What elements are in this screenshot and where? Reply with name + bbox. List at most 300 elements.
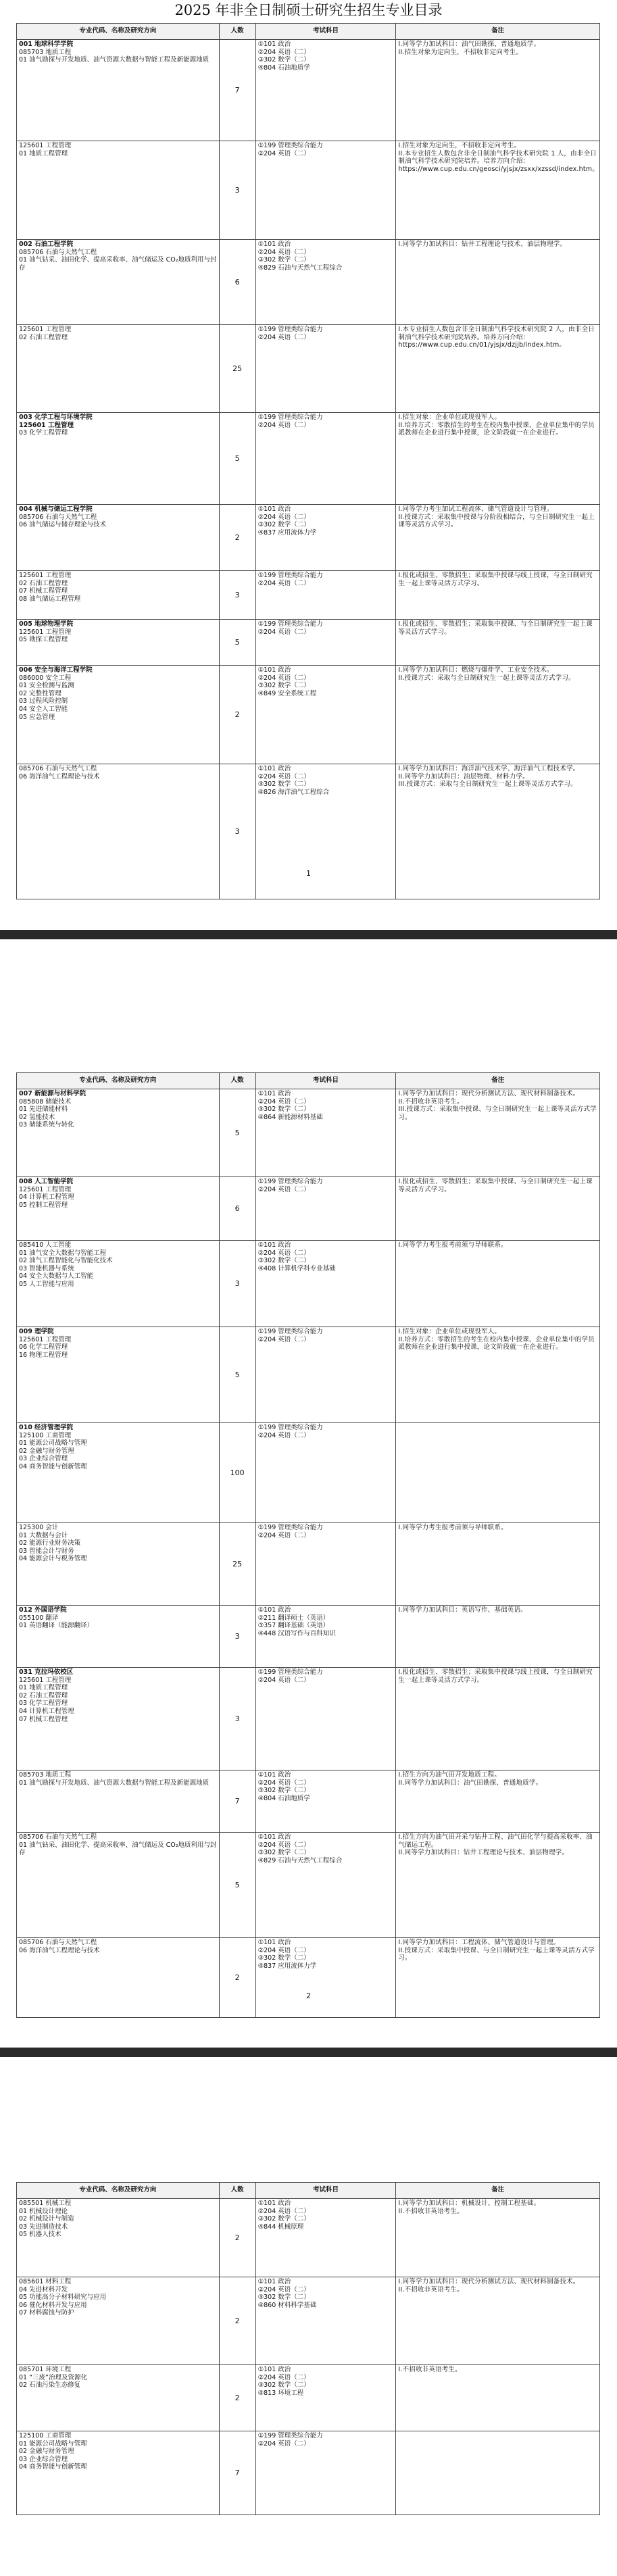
- table-row: [16, 571, 600, 620]
- exam-subject: ②204 英语（二）: [257, 1946, 310, 1954]
- exam-subject: ④804 石油地质学: [257, 64, 310, 72]
- catalog-table: [16, 1072, 600, 2018]
- program-cell: [17, 1606, 220, 1668]
- quota-cell: 5: [220, 413, 256, 505]
- program-cell: [17, 1833, 220, 1938]
- exam-subjects-cell: [256, 1938, 397, 2018]
- program-direction: 085701 环境工程: [19, 2366, 72, 2373]
- table-row: [16, 2277, 600, 2365]
- program-direction: 055100 翻译: [19, 1614, 59, 1622]
- program-direction: 125601 工程管理: [19, 1676, 72, 1684]
- program-direction: 03 智能会计与财务: [19, 1547, 74, 1555]
- quota-cell: 5: [220, 1327, 256, 1423]
- department-name: 012 外国语学院: [19, 1606, 67, 1614]
- exam-subject: ②204 英语（二）: [257, 1779, 310, 1787]
- exam-subject: ④829 石油与天然气工程综合: [257, 1856, 343, 1864]
- exam-subject: ①101 政治: [257, 666, 291, 674]
- table-row: [16, 413, 600, 505]
- exam-subject: ④448 汉语写作与百科知识: [257, 1629, 336, 1637]
- program-direction: 085706 石油与天然气工程: [19, 513, 97, 521]
- header-cell: 人数: [220, 2183, 256, 2199]
- program-direction: 125601 工程管理: [19, 326, 72, 333]
- table-header: [16, 23, 600, 40]
- program-direction: 085706 石油与天然气工程: [19, 765, 97, 772]
- exam-subject: ②204 英语（二）: [257, 2439, 310, 2448]
- table-row: [16, 40, 600, 141]
- exam-subjects-cell: [256, 40, 397, 141]
- table-row: [16, 1606, 600, 1668]
- remarks-cell: I.报化或招生、零散招生；采取集中授课、与全日制研究生一起上课等灵活方式学习。: [396, 1177, 600, 1241]
- exam-subject: ①199 管理类综合能力: [257, 1328, 323, 1335]
- program-direction: 01 油气钻采、油田化学、提高采收率、油气储运及 CO₂地质利用与封存: [19, 256, 217, 272]
- table-row: [16, 1938, 600, 2018]
- program-cell: [17, 764, 220, 899]
- table-row: [16, 1523, 600, 1606]
- program-direction: 085706 石油与天然气工程: [19, 1833, 97, 1841]
- remarks-cell: I.不招收非英语考生。: [396, 2365, 600, 2431]
- quota-cell: 3: [220, 141, 256, 240]
- program-cell: [17, 1938, 220, 2018]
- exam-subject: ②204 英语（二）: [257, 248, 310, 256]
- program-cell: [17, 40, 220, 141]
- remarks-cell: I.报化或招生、零散招生；采取集中授课、与全日制研究生一起上课等灵活方式学习。: [396, 620, 600, 666]
- quota-cell: 3: [220, 764, 256, 899]
- remarks-cell: I.招生对象：企业单位或现役军人。 II.培养方式：零散招生的考生在校内集中授课、企业单位集中的学员派教师在企业进行集中授课，论文阶段就一在企业进行。: [396, 413, 600, 505]
- department-name: 002 石油工程学院: [19, 241, 74, 248]
- quota-cell: 25: [220, 325, 256, 413]
- exam-subject: ④864 新能源材料基础: [257, 1113, 323, 1121]
- program-direction: 05 应急管理: [19, 713, 55, 721]
- program-direction: 01 油气钻采、油田化学、提高采收率、油气储运及 CO₂地质利用与封存: [19, 1841, 217, 1857]
- program-direction: 125601 工程管理: [19, 1185, 72, 1193]
- exam-subject: ③302 数学（二）: [257, 781, 310, 789]
- program-cell: [17, 1523, 220, 1606]
- header-cell: 人数: [220, 1073, 256, 1089]
- exam-subject: ④860 材料科学基础: [257, 2301, 317, 2309]
- program-direction: 05 勘探工程管理: [19, 636, 68, 644]
- program-direction: 06 海洋油气工程理论与技术: [19, 772, 100, 781]
- program-direction: 07 机械工程管理: [19, 587, 68, 595]
- exam-subject: ③302 数学（二）: [257, 1954, 310, 1962]
- exam-subjects-cell: [256, 1833, 397, 1938]
- program-cell: [17, 240, 220, 325]
- exam-subjects-cell: [256, 571, 397, 620]
- program-cell: [17, 325, 220, 413]
- exam-subject: ④844 机械原理: [257, 2223, 304, 2231]
- program-direction: 03 企业综合管理: [19, 2455, 68, 2463]
- remarks-cell: I.同等学力考生报考前须与导师联系。: [396, 1241, 600, 1327]
- department-name: 004 机械与储运工程学院: [19, 505, 93, 513]
- exam-subjects-cell: [256, 1770, 397, 1833]
- exam-subject: ③302 数学（二）: [257, 2294, 310, 2302]
- quota-cell: 5: [220, 1089, 256, 1177]
- exam-subjects-cell: [256, 1606, 397, 1668]
- program-cell: [17, 2431, 220, 2515]
- table-row: [16, 666, 600, 764]
- program-direction: 085703 地质工程: [19, 1771, 72, 1779]
- remarks-cell: I.报化或招生、零散招生；采取集中授课与线上授课，与全日制研究生一起上课等灵活方式学习。: [396, 571, 600, 620]
- remarks-cell: I.同等学力加试科目：机械设计、控制工程基础。 II.不招收非英语考生。: [396, 2199, 600, 2277]
- program-direction: 02 石油污染生态修复: [19, 2381, 81, 2389]
- program-direction: 085703 地质工程: [19, 48, 72, 56]
- exam-subject: ②204 英语（二）: [257, 772, 310, 781]
- exam-subject: ④804 石油地质学: [257, 1794, 310, 1802]
- department-name: 008 人工智能学院: [19, 1178, 74, 1185]
- exam-subjects-cell: [256, 141, 397, 240]
- header-cell: 专业代码、名称及研究方向: [17, 1073, 220, 1089]
- exam-subject: ①101 政治: [257, 241, 291, 248]
- header-cell: 备注: [396, 24, 600, 40]
- program-direction: 085808 储能技术: [19, 1097, 72, 1106]
- exam-subjects-cell: [256, 505, 397, 571]
- program-cell: [17, 620, 220, 666]
- program-direction: 01 能源公司战略与管理: [19, 2439, 87, 2448]
- exam-subjects-cell: [256, 2277, 397, 2365]
- remarks-cell: I.同等学力考生加试工程流体、储气管道设计与管理。 II.授课方式：采取集中授课与分阶段相结合，与全日制研究生一起上课等灵活方式学习。: [396, 505, 600, 571]
- program-direction: 02 金融与财务管理: [19, 2448, 74, 2456]
- exam-subject: ①101 政治: [257, 2200, 291, 2207]
- exam-subject: ①101 政治: [257, 2366, 291, 2373]
- exam-subjects-cell: [256, 2199, 397, 2277]
- program-direction: 02 石油工程管理: [19, 579, 68, 587]
- header-cell: 专业代码、名称及研究方向: [17, 2183, 220, 2199]
- program-direction: 02 石油工程管理: [19, 1691, 68, 1700]
- program-direction: 125601 工程管理: [19, 628, 72, 636]
- exam-subject: ②204 英语（二）: [257, 149, 310, 157]
- page-number: 1: [306, 869, 311, 878]
- exam-subject: ①101 政治: [257, 1241, 291, 1249]
- program-direction: 02 完整性管理: [19, 689, 61, 697]
- program-direction: 01 地质工程管理: [19, 149, 68, 157]
- page-separator: [0, 930, 617, 939]
- header-cell: 人数: [220, 24, 256, 40]
- quota-cell: 2: [220, 505, 256, 571]
- exam-subject: ③302 数学（二）: [257, 2215, 310, 2223]
- program-direction: 04 能源会计与税务管理: [19, 1555, 87, 1563]
- department-name: 005 地球物理学院: [19, 620, 74, 628]
- table-row: [16, 2199, 600, 2277]
- program-direction: 06 化学工程管理: [19, 1343, 68, 1352]
- table-row: [16, 1327, 600, 1423]
- program-direction: 16 物理工程管理: [19, 1351, 68, 1359]
- exam-subject: ①101 政治: [257, 1771, 291, 1779]
- program-direction: 03 智能机器与系统: [19, 1264, 74, 1272]
- program-direction: 02 氢能技术: [19, 1113, 55, 1121]
- exam-subject: ①199 管理类综合能力: [257, 572, 323, 579]
- exam-subject: ①101 政治: [257, 1939, 291, 1946]
- page-separator: [0, 2048, 617, 2057]
- exam-subjects-cell: [256, 1241, 397, 1327]
- program-direction: 125601 工程管理: [19, 142, 72, 149]
- program-direction: 02 机械设计与制造: [19, 2215, 74, 2223]
- program-direction: 02 石油工程管理: [19, 333, 68, 341]
- program-direction: 07 机械工程管理: [19, 1715, 68, 1723]
- remarks-cell: I.招生对象为定向生，不招收非定向考生。 II.本专业招生人数包含非全日制油气科学技术研究院 1 人，由非全日制油气科学技术研究院培养。培养方向介绍：https://www.cup.edu.cn/geosci/yjsjx/zsxx/xzssd/index.htm。: [396, 141, 600, 240]
- program-cell: [17, 1770, 220, 1833]
- quota-cell: 2: [220, 2277, 256, 2365]
- exam-subjects-cell: [256, 620, 397, 666]
- remarks-cell: I.同等学力加试科目：燃烧与爆炸学、工业安全技术。 II.授课方式：采取与全日制研究生一起上课等灵活方式学习。: [396, 666, 600, 764]
- quota-cell: 7: [220, 1770, 256, 1833]
- exam-subject: ④849 安全系统工程: [257, 689, 317, 697]
- program-cell: [17, 1177, 220, 1241]
- catalog-table: [16, 23, 600, 899]
- exam-subject: ②204 英语（二）: [257, 2207, 310, 2215]
- exam-subjects-cell: [256, 325, 397, 413]
- program-direction: 06 海洋油气工程理论与技术: [19, 1946, 100, 1954]
- remarks-cell: I.同等学力加试科目：油气田勘探、普通地质学。 II.招生对象为定向生，不招收非定向考生。: [396, 40, 600, 141]
- program-cell: [17, 571, 220, 620]
- exam-subject: ④813 环境工程: [257, 2389, 304, 2397]
- program-cell: [17, 141, 220, 240]
- exam-subjects-cell: [256, 1668, 397, 1770]
- exam-subjects-cell: [256, 764, 397, 899]
- exam-subject: ①199 管理类综合能力: [257, 1668, 323, 1676]
- program-direction: 125300 会计: [19, 1524, 59, 1531]
- table-header: [16, 1072, 600, 1089]
- program-direction: 01 安全检测与监测: [19, 682, 74, 690]
- program-direction: 085410 人工智能: [19, 1241, 72, 1249]
- exam-subject: ①101 政治: [257, 1090, 291, 1097]
- header-cell: 考试科目: [256, 2183, 397, 2199]
- quota-cell: 6: [220, 1177, 256, 1241]
- exam-subject: ①199 管理类综合能力: [257, 414, 323, 421]
- department-name: 009 理学院: [19, 1328, 54, 1335]
- exam-subjects-cell: [256, 1089, 397, 1177]
- department-name: 007 新能源与材料学院: [19, 1090, 87, 1097]
- program-direction: 04 计算机工程管理: [19, 1193, 74, 1202]
- exam-subject: ④837 应用流体力学: [257, 1962, 317, 1970]
- exam-subjects-cell: [256, 2431, 397, 2515]
- program-direction: 01 “三废”治理及资源化: [19, 2373, 87, 2381]
- program-direction: 01 油气安全大数据与智能工程: [19, 1249, 107, 1257]
- program-direction: 04 商务智能与创新管理: [19, 2463, 87, 2471]
- program-direction: 01 能源公司战略与管理: [19, 1439, 87, 1447]
- exam-subject: ②211 翻译硕士（英语）: [257, 1614, 330, 1622]
- quota-cell: 3: [220, 1668, 256, 1770]
- page-3: [0, 2057, 617, 2576]
- exam-subject: ①199 管理类综合能力: [257, 1524, 323, 1531]
- catalog-title: 2025 年非全日制硕士研究生招生专业目录: [174, 2, 443, 18]
- exam-subjects-cell: [256, 2365, 397, 2431]
- program-cell: [17, 1423, 220, 1523]
- exam-subject: ①101 政治: [257, 765, 291, 772]
- program-direction: 05 控制工程管理: [19, 1201, 68, 1209]
- program-direction: 086000 安全工程: [19, 674, 72, 682]
- exam-subject: ①199 管理类综合能力: [257, 142, 323, 149]
- remarks-cell: I.招生方向为油气田开发地质工程。 II.同等学力加试科目：油气田勘探、普通地质学。: [396, 1770, 600, 1833]
- program-direction: 04 安全人工智能: [19, 705, 68, 713]
- table-row: [16, 1423, 600, 1523]
- remarks-cell: I.同等学力加试科目：工程流体、储气管道设计与管理。 II.授课方式：采取集中授课、与全日制研究生一起上课等灵活方式学习。: [396, 1938, 600, 2018]
- program-direction: 04 先进材料开发: [19, 2285, 68, 2294]
- exam-subject: ②204 英语（二）: [257, 1531, 310, 1539]
- table-row: [16, 240, 600, 325]
- program-direction: 03 化学工程管理: [19, 1700, 68, 1708]
- table-row: [16, 505, 600, 571]
- quota-cell: 2: [220, 666, 256, 764]
- program-direction: 03 储能系统与转化: [19, 1121, 74, 1129]
- table-row: [16, 2365, 600, 2431]
- department-name: 003 化学工程与环境学院: [19, 414, 93, 421]
- quota-cell: 2: [220, 2199, 256, 2277]
- program-direction: 03 化学工程管理: [19, 429, 68, 437]
- program-direction: 06 催化材料开发与应用: [19, 2301, 87, 2309]
- header-cell: 备注: [396, 1073, 600, 1089]
- exam-subject: ①101 政治: [257, 41, 291, 48]
- quota-cell: 25: [220, 1523, 256, 1606]
- program-direction: 04 商务智能与创新管理: [19, 1462, 87, 1470]
- program-direction: 01 英语翻译（能源翻译）: [19, 1622, 94, 1630]
- remarks-cell: I.同等学力加试科目：现代分析测试方法、现代材料制备技术。 II.不招收非英语考生。: [396, 2277, 600, 2365]
- exam-subjects-cell: [256, 413, 397, 505]
- remarks-cell: [396, 1423, 600, 1523]
- program-direction: 085706 石油与天然气工程: [19, 1939, 97, 1946]
- program-direction: 085601 材料工程: [19, 2278, 72, 2285]
- program-direction: 01 油气勘探与开发地质、油气资源大数据与智能工程及新能源地质: [19, 1779, 209, 1787]
- program-cell: [17, 2277, 220, 2365]
- table-row: [16, 1668, 600, 1770]
- exam-subjects-cell: [256, 1327, 397, 1423]
- program-direction: 04 计算机工程管理: [19, 1707, 74, 1715]
- exam-subject: ③302 数学（二）: [257, 56, 310, 64]
- program-direction: 03 企业综合管理: [19, 1455, 68, 1463]
- exam-subject: ④837 应用流体力学: [257, 528, 317, 537]
- exam-subjects-cell: [256, 1523, 397, 1606]
- exam-subject: ③302 数学（二）: [257, 521, 310, 529]
- exam-subjects-cell: [256, 666, 397, 764]
- exam-subject: ①101 政治: [257, 505, 291, 513]
- quota-cell: 7: [220, 40, 256, 141]
- program-direction: 125601 工程管理: [19, 1335, 72, 1343]
- table-header: [16, 2182, 600, 2199]
- exam-subject: ④826 海洋油气工程综合: [257, 788, 330, 796]
- table-row: [16, 1770, 600, 1833]
- exam-subject: ②204 英语（二）: [257, 513, 310, 521]
- program-direction: 01 机械设计理论: [19, 2207, 68, 2215]
- department-name: 001 地球科学学院: [19, 41, 74, 48]
- page-number: 2: [306, 1991, 311, 2000]
- exam-subject: ②204 英语（二）: [257, 674, 310, 682]
- program-direction: 085706 石油与天然气工程: [19, 248, 97, 256]
- exam-subject: ①199 管理类综合能力: [257, 326, 323, 333]
- remarks-cell: I.同等学力加试科目：海洋油气技术学、海洋油气工程技术学。 II.同等学力加试科目：油层物理、材料力学。 III.授课方式：采取与全日制研究生一起上课等灵活方式学习。: [396, 764, 600, 899]
- remarks-cell: I.报化或招生、零散招生；采取集中授课与线上授课，与全日制研究生一起上课等灵活方式学习。: [396, 1668, 600, 1770]
- exam-subject: ②204 英语（二）: [257, 1676, 310, 1684]
- remarks-cell: [396, 2431, 600, 2515]
- remarks-cell: I.同等学力加试科目：英语写作、基础英语。: [396, 1606, 600, 1668]
- catalog-table: [16, 2182, 600, 2515]
- exam-subjects-cell: [256, 1423, 397, 1523]
- department-name: 010 经济管理学院: [19, 1424, 74, 1431]
- program-cell: [17, 413, 220, 505]
- table-row: [16, 1089, 600, 1177]
- exam-subject: ②204 英语（二）: [257, 333, 310, 341]
- program-direction: 125100 工商管理: [19, 1431, 72, 1439]
- exam-subject: ①199 管理类综合能力: [257, 620, 323, 628]
- program-direction: 125100 工商管理: [19, 2432, 72, 2439]
- exam-subject: ①101 政治: [257, 2278, 291, 2285]
- exam-subject: ②204 英语（二）: [257, 2373, 310, 2381]
- department-name: 125601 工程管理: [19, 421, 74, 429]
- table-row: [16, 620, 600, 666]
- quota-cell: 6: [220, 240, 256, 325]
- program-direction: 05 人工智能与应用: [19, 1280, 74, 1288]
- exam-subject: ③302 数学（二）: [257, 1106, 310, 1114]
- program-cell: [17, 2365, 220, 2431]
- exam-subject: ①101 政治: [257, 1833, 291, 1841]
- quota-cell: 100: [220, 1423, 256, 1523]
- program-direction: 01 油气勘探与开发地质、油气资源大数据与智能工程及新能源地质: [19, 56, 209, 64]
- exam-subject: ②204 英语（二）: [257, 1097, 310, 1106]
- header-cell: 考试科目: [256, 24, 397, 40]
- table-row: [16, 1833, 600, 1938]
- program-direction: 04 安全大数据与人工智能: [19, 1272, 94, 1281]
- exam-subjects-cell: [256, 1177, 397, 1241]
- program-direction: 01 大数据与会计: [19, 1531, 68, 1539]
- exam-subject: ②204 英语（二）: [257, 2285, 310, 2294]
- exam-subject: ①199 管理类综合能力: [257, 1424, 323, 1431]
- exam-subject: ①101 政治: [257, 1606, 291, 1614]
- quota-cell: 5: [220, 620, 256, 666]
- program-cell: [17, 1241, 220, 1327]
- exam-subject: ①199 管理类综合能力: [257, 2432, 323, 2439]
- exam-subject: ②204 英语（二）: [257, 1249, 310, 1257]
- program-direction: 03 过程风险控制: [19, 697, 68, 705]
- program-direction: 03 先进制造技术: [19, 2223, 68, 2231]
- page-1: [0, 0, 617, 930]
- exam-subject: ③302 数学（二）: [257, 1257, 310, 1265]
- program-direction: 01 地质工程管理: [19, 1684, 68, 1692]
- table-row: [16, 2431, 600, 2515]
- quota-cell: 3: [220, 1606, 256, 1668]
- program-direction: 06 油气储运与储存理论与技术: [19, 521, 107, 529]
- exam-subject: ③302 数学（二）: [257, 256, 310, 264]
- remarks-cell: I.同等学力加试科目：现代分析测试方法、现代材料制备技术。 II.不招收非英语考生。 III.授课方式：采取集中授课、与全日制研究生一起上课等灵活方式学习。: [396, 1089, 600, 1177]
- exam-subject: ②204 英语（二）: [257, 1431, 310, 1439]
- quota-cell: 2: [220, 1938, 256, 2018]
- exam-subject: ①199 管理类综合能力: [257, 1178, 323, 1185]
- exam-subjects-cell: [256, 240, 397, 325]
- header-cell: 专业代码、名称及研究方向: [17, 24, 220, 40]
- table-row: [16, 1241, 600, 1327]
- quota-cell: 7: [220, 2431, 256, 2515]
- program-direction: 02 能源行业财务决策: [19, 1539, 81, 1547]
- quota-cell: 5: [220, 1833, 256, 1938]
- header-cell: 考试科目: [256, 1073, 397, 1089]
- remarks-cell: I.同等学力考生报考前须与导师联系。: [396, 1523, 600, 1606]
- exam-subject: ②204 英语（二）: [257, 421, 310, 429]
- quota-cell: 3: [220, 571, 256, 620]
- remarks-cell: I.本专业招生人数包含非全日制油气科学技术研究院 2 人，由非全日制油气科学技术研究院培养。培养方向介绍：https://www.cup.edu.cn/01/yjsjx/dzjjb/index.htm。: [396, 325, 600, 413]
- remarks-cell: I.招生对象：企业单位或现役军人。 II.培养方式：零散招生的考生在校内集中授课、企业单位集中的学员派教师在企业进行集中授课，论文阶段就一在企业进行。: [396, 1327, 600, 1423]
- department-name: 006 安全与海洋工程学院: [19, 666, 93, 674]
- exam-subject: ④408 计算机学科专业基础: [257, 1264, 336, 1272]
- program-direction: 02 金融与财务管理: [19, 1447, 74, 1455]
- program-direction: 08 油气储运工程管理: [19, 595, 81, 603]
- program-direction: 05 机器人技术: [19, 2231, 61, 2239]
- exam-subject: ②204 英语（二）: [257, 1841, 310, 1849]
- remarks-cell: I.招生方向为油气田开采与钻井工程、油气田化学与提高采收率、油气储运工程。 II.同等学力加试科目：钻井工程理论与技术、油层物理学。: [396, 1833, 600, 1938]
- program-direction: 085501 机械工程: [19, 2200, 72, 2207]
- exam-subject: ③302 数学（二）: [257, 2381, 310, 2389]
- table-row: [16, 325, 600, 413]
- page-2: [0, 939, 617, 2048]
- table-row: [16, 141, 600, 240]
- exam-subject: ④829 石油与天然气工程综合: [257, 264, 343, 272]
- program-direction: 01 先进储能材料: [19, 1106, 68, 1114]
- program-cell: [17, 505, 220, 571]
